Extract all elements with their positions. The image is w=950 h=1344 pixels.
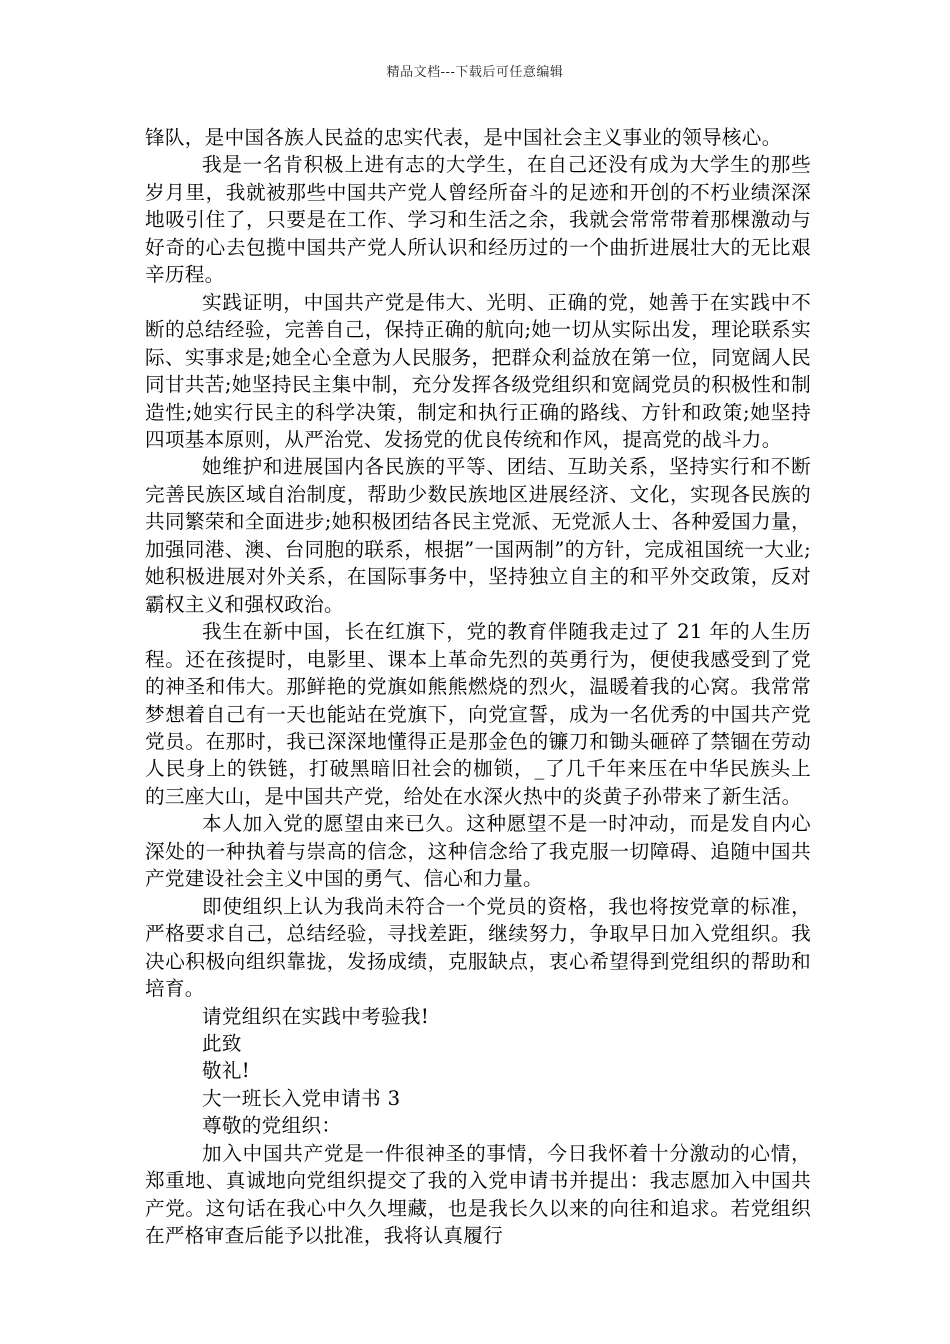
paragraph-commitment: 即使组织上认为我尚未符合一个党员的资格，我也将按党章的标准，严格要求自己，总结经验，寻找差距，继续努力，争取早日加入党组织。我决心积极向组织靠拢，发扬成绩，克服缺点，衷心希望得到党组织的帮助和培育。 <box>145 894 811 1001</box>
section-title: 大一班长入党申请书 3 <box>202 1086 401 1110</box>
closing-regards: 敬礼! <box>202 1059 250 1083</box>
paragraph-desire: 本人加入党的愿望由来已久。这种愿望不是一时冲动，而是发自内心深处的一种执着与崇高的信念，这种信念给了我克服一切障碍、追随中国共产党建设社会主义中国的勇气、信心和力量。 <box>145 812 811 891</box>
paragraph-ethnic-unity: 她维护和进展国内各民族的平等、团结、互助关系，坚持实行和不断完善民族区域自治制度，帮助少数民族地区进展经济、文化，实现各民族的共同繁荣和全面进步;她积极团结各民主党派、无党派人士、各种爱国力量，加强同港、澳、台同胞的联系，根据”一国两制”的方针，完成祖国统一大业;她积极进展对外关系，在国际事务中，坚持独立自主的和平外交政策，反对霸权主义和强权政治。 <box>145 455 811 616</box>
paragraph-personal-history: 我生在新中国，长在红旗下，党的教育伴随我走过了 21 年的人生历程。还在孩提时，电影里、课本上革命先烈的英勇行为，便使我感受到了党的神圣和伟大。那鲜艳的党旗如熊熊燃烧的烈火，温暖着我的心窝。我常常梦想着自己有一天也能站在党旗下，向党宣誓，成为一名优秀的中国共产党党员。在那时，我已深深地懂得正是那金色的镰刀和锄头砸碎了禁锢在劳动人民身上的铁链，打破黑暗旧社会的枷锁，_了几千年来压在中华民族头上的三座大山，是中国共产党，给处在水深火热中的炎黄子孙带来了新生活。 <box>145 620 811 808</box>
closing-salutation: 此致 <box>202 1031 242 1055</box>
letter-greeting: 尊敬的党组织： <box>202 1114 342 1138</box>
page-header: 精品文档---下载后可任意编辑 <box>386 65 564 80</box>
paragraph-request: 请党组织在实践中考验我! <box>202 1004 430 1028</box>
paragraph-party-practice: 实践证明，中国共产党是伟大、光明、正确的党，她善于在实践中不断的总结经验，完善自己，保持正确的航向;她一切从实际出发，理论联系实际、实事求是;她全心全意为人民服务，把群众利益放在第一位，同宽阔人民同甘共苦;她坚持民主集中制，充分发挥各级党组织和宽阔党员的积极性和制造性;她实行民主的科学决策，制定和执行正确的路线、方针和政策;她坚持四项基本原则，从严治党、发扬党的优良传统和作风，提高党的战斗力。 <box>145 290 811 451</box>
paragraph-aspiration: 我是一名肯积极上进有志的大学生，在自己还没有成为大学生的那些岁月里，我就被那些中国共产党人曾经所奋斗的足迹和开创的不朽业绩深深地吸引住了，只要是在工作、学习和生活之余，我就会常常带着那棵激动与好奇的心去包揽中国共产党人所认识和经历过的一个曲折进展壮大的无比艰辛历程。 <box>145 153 811 287</box>
paragraph-application: 加入中国共产党是一件很神圣的事情，今日我怀着十分激动的心情，郑重地、真诚地向党组织提交了我的入党申请书并提出：我志愿加入中国共产党。这句话在我心中久久埋藏，也是我长久以来的向往和追求。若党组织在严格审查后能予以批准，我将认真履行 <box>145 1141 811 1248</box>
document-body <box>145 124 811 1250</box>
paragraph-continuation: 锋队，是中国各族人民益的忠实代表，是中国社会主义事业的领导核心。 <box>145 126 782 149</box>
